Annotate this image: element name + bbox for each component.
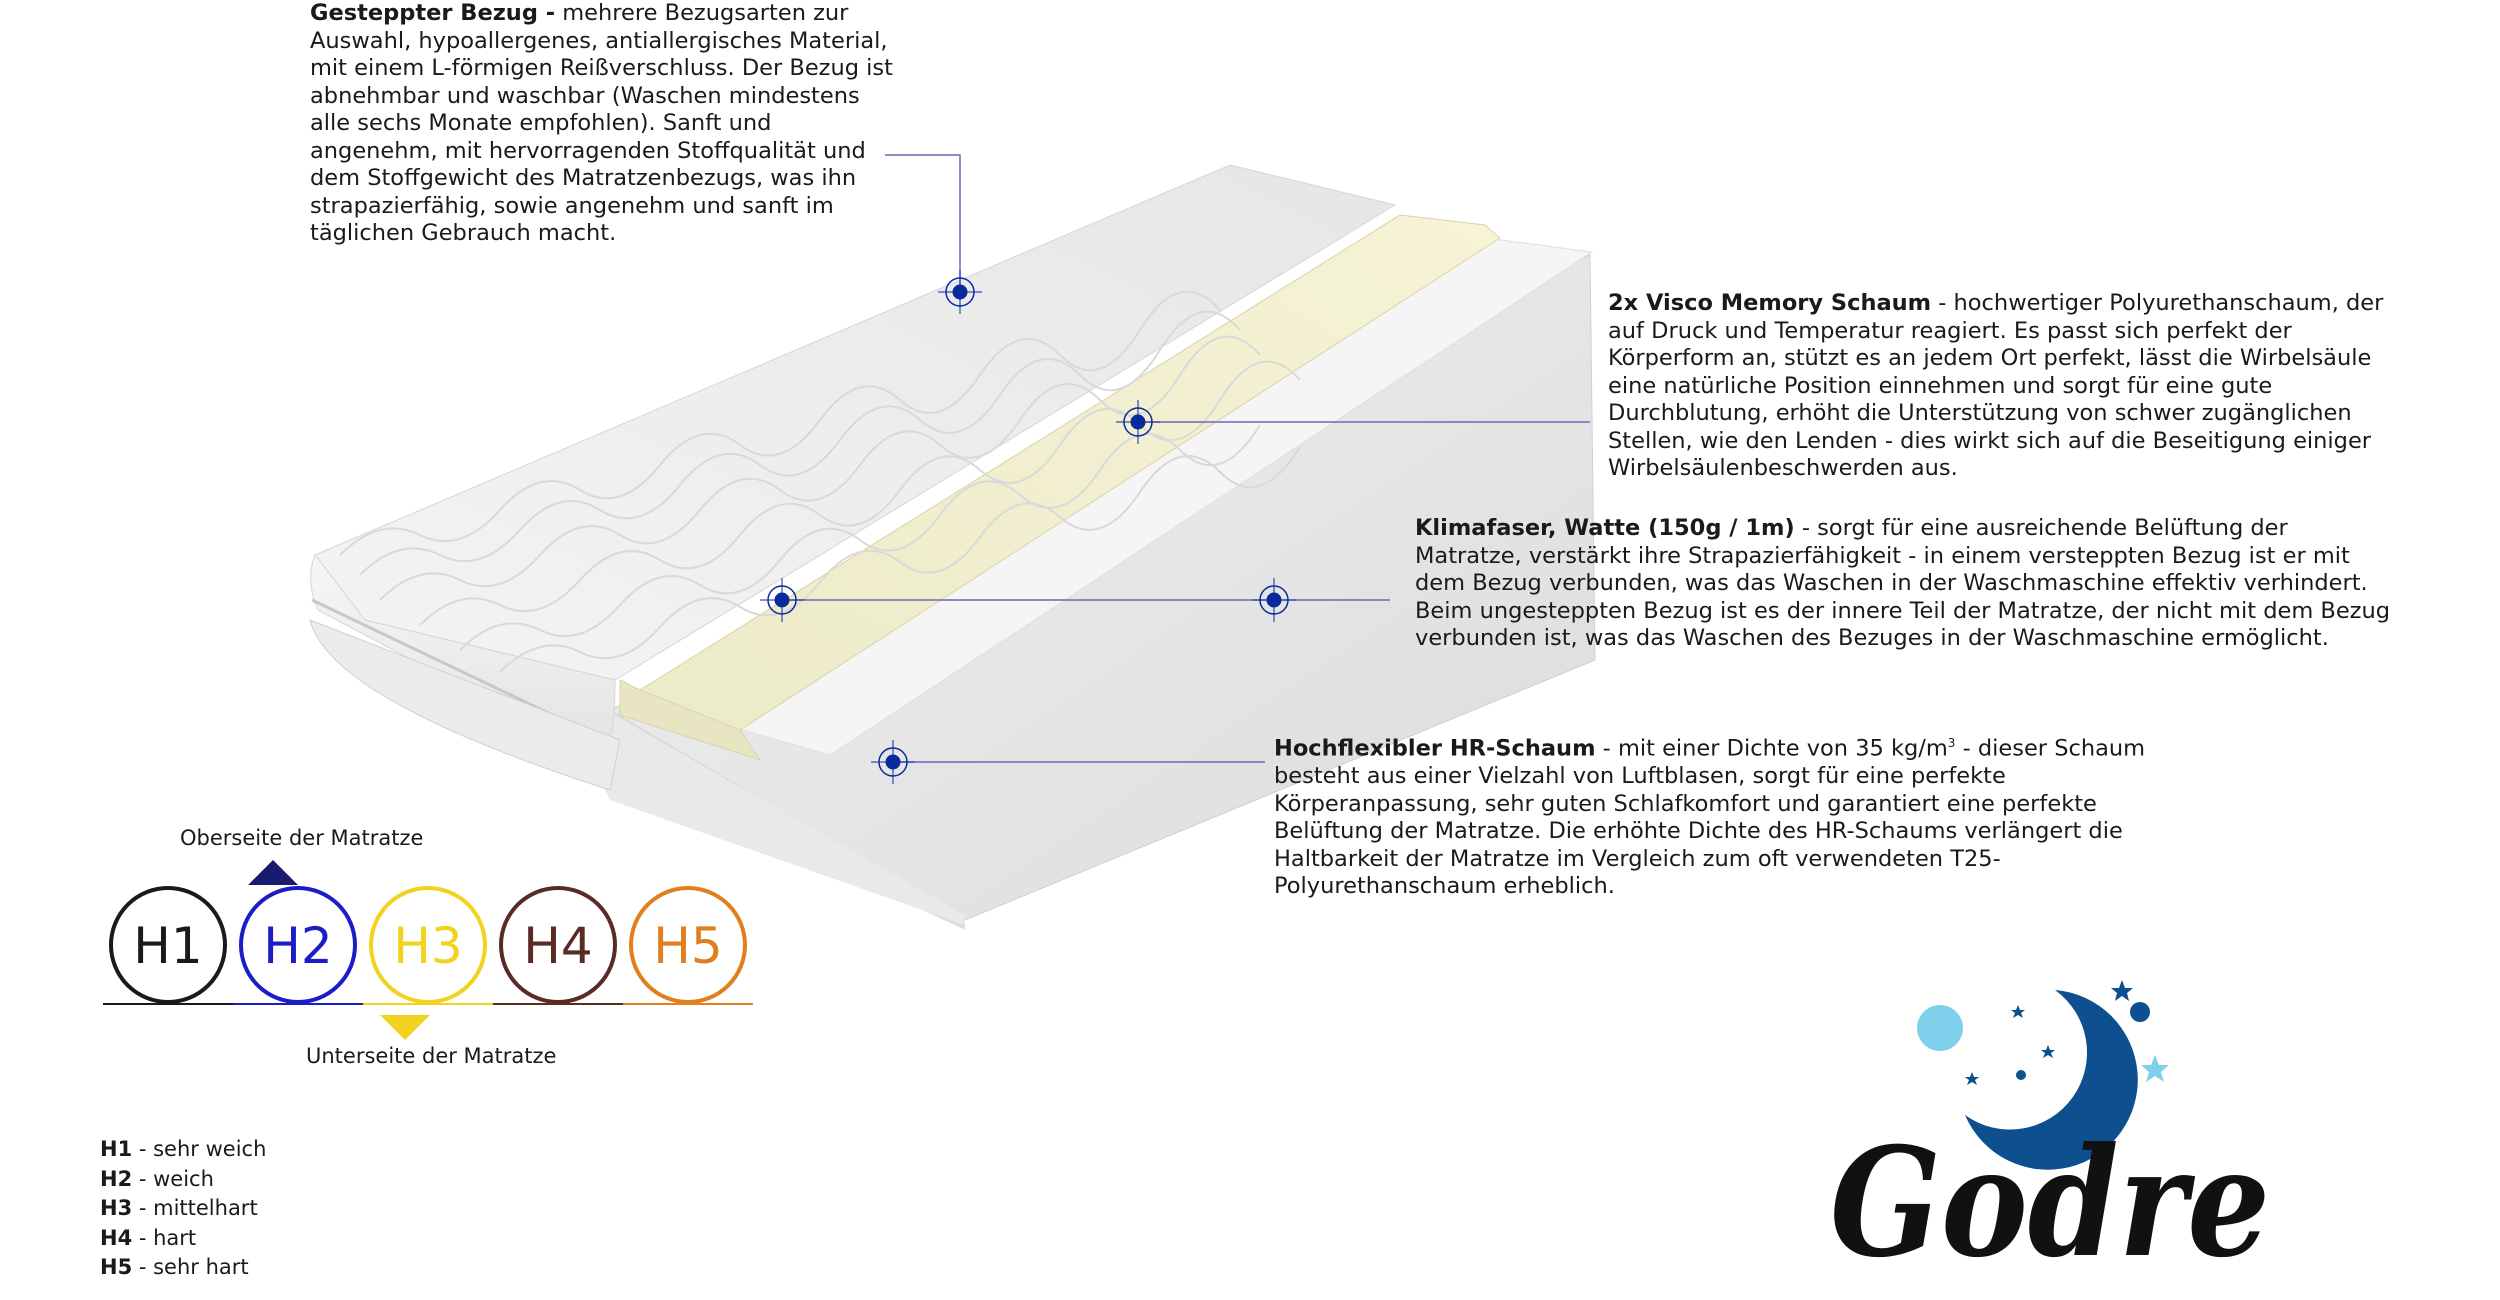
callout-visco-text: - hochwertiger Polyurethanschaum, der auf Druck und Temperatur reagiert. Es passt sich perfekt der Körperform an, stützt es an jedem Ort perfekt, lässt die Wirbelsäule eine natürliche Position einnehmen und sorgt für eine gute Durchblutung, erhöht die Unterstützung von schwer zugänglichen Stellen, wie den Lenden - dies wirkt sich auf die Beseitigung einiger Wirbelsäulenbeschwerden aus. xyxy=(1608,290,2384,481)
godre-logo xyxy=(1810,960,2310,1280)
hardness-code-h3: H3 xyxy=(393,917,463,975)
planet-icon xyxy=(1917,1005,1963,1051)
hardness-scale xyxy=(90,850,760,1040)
callout-bezug-title: Gesteppter Bezug - xyxy=(310,0,556,26)
bottom-side-label: Unterseite der Matratze xyxy=(306,1044,557,1068)
callout-hr-title: Hochflexibler HR-Schaum xyxy=(1274,735,1596,762)
callout-hr-sup: 3 xyxy=(1947,736,1956,750)
callout-bezug-text: mehrere Bezugsarten zur Auswahl, hypoallergenes, antiallergisches Material, mit einem L-förmigen Reißverschluss. Der Bezug ist abnehmbar und waschbar (Waschen mindestens alle sechs Monate empfohlen). Sanft und angenehm, mit hervorragenden Stoffqualität und dem Stoffgewicht des Matratzenbezugs, was ihn strapazierfähig, sowie angenehm und sanft im täglichen Gebrauch macht. xyxy=(310,0,893,246)
callout-visco xyxy=(1608,290,2408,483)
hardness-legend xyxy=(100,1135,266,1283)
callout-hr xyxy=(1274,730,2154,901)
top-side-label: Oberseite der Matratze xyxy=(180,826,424,850)
callout-visco-title: 2x Visco Memory Schaum xyxy=(1608,290,1932,316)
legend-item: H3 - mittelhart xyxy=(100,1196,258,1220)
callout-klima xyxy=(1415,515,2400,653)
legend-item: H1 - sehr weich xyxy=(100,1137,267,1161)
top-marker-triangle xyxy=(248,860,298,885)
callout-bezug xyxy=(310,0,895,248)
hardness-code-h5: H5 xyxy=(653,917,723,975)
legend-item: H5 - sehr hart xyxy=(100,1255,249,1279)
hardness-code-h2: H2 xyxy=(263,917,333,975)
bottom-marker-triangle xyxy=(380,1015,430,1040)
callout-hr-text-b: - dieser Schaum besteht aus einer Vielzahl von Luftblasen, sorgt für eine perfekte Körperanpassung, sehr guten Schlafkomfort und garantiert eine perfekte Belüftung der Matratze. Die erhöhte Dichte des HR-Schaums verlängert die Haltbarkeit der Matratze im Vergleich zum oft verwendeten T25-Polyurethanschaum erheblich. xyxy=(1274,735,2146,899)
callout-hr-text-a: - mit einer Dichte von 35 kg/m xyxy=(1595,735,1948,762)
hardness-code-h4: H4 xyxy=(523,917,593,975)
hardness-code-h1: H1 xyxy=(133,917,203,975)
brand-name: Godre xyxy=(1830,1115,2270,1280)
callout-klima-title: Klimafaser, Watte (150g / 1m) xyxy=(1415,515,1795,541)
callout-klima-text: - sorgt für eine ausreichende Belüftung der Matratze, verstärkt ihre Strapazierfähigkeit - in einem versteppten Bezug ist er mit dem Bezug verbunden, was das Waschen in der Waschmaschine effektiv verhindert. Beim ungesteppten Bezug ist es der innere Teil der Matratze, der nicht mit dem Bezug verbunden ist, was das Waschen des Bezuges in der Waschmaschine ermöglicht. xyxy=(1415,515,2391,651)
legend-item: H2 - weich xyxy=(100,1166,214,1191)
legend-item: H4 - hart xyxy=(100,1225,197,1250)
